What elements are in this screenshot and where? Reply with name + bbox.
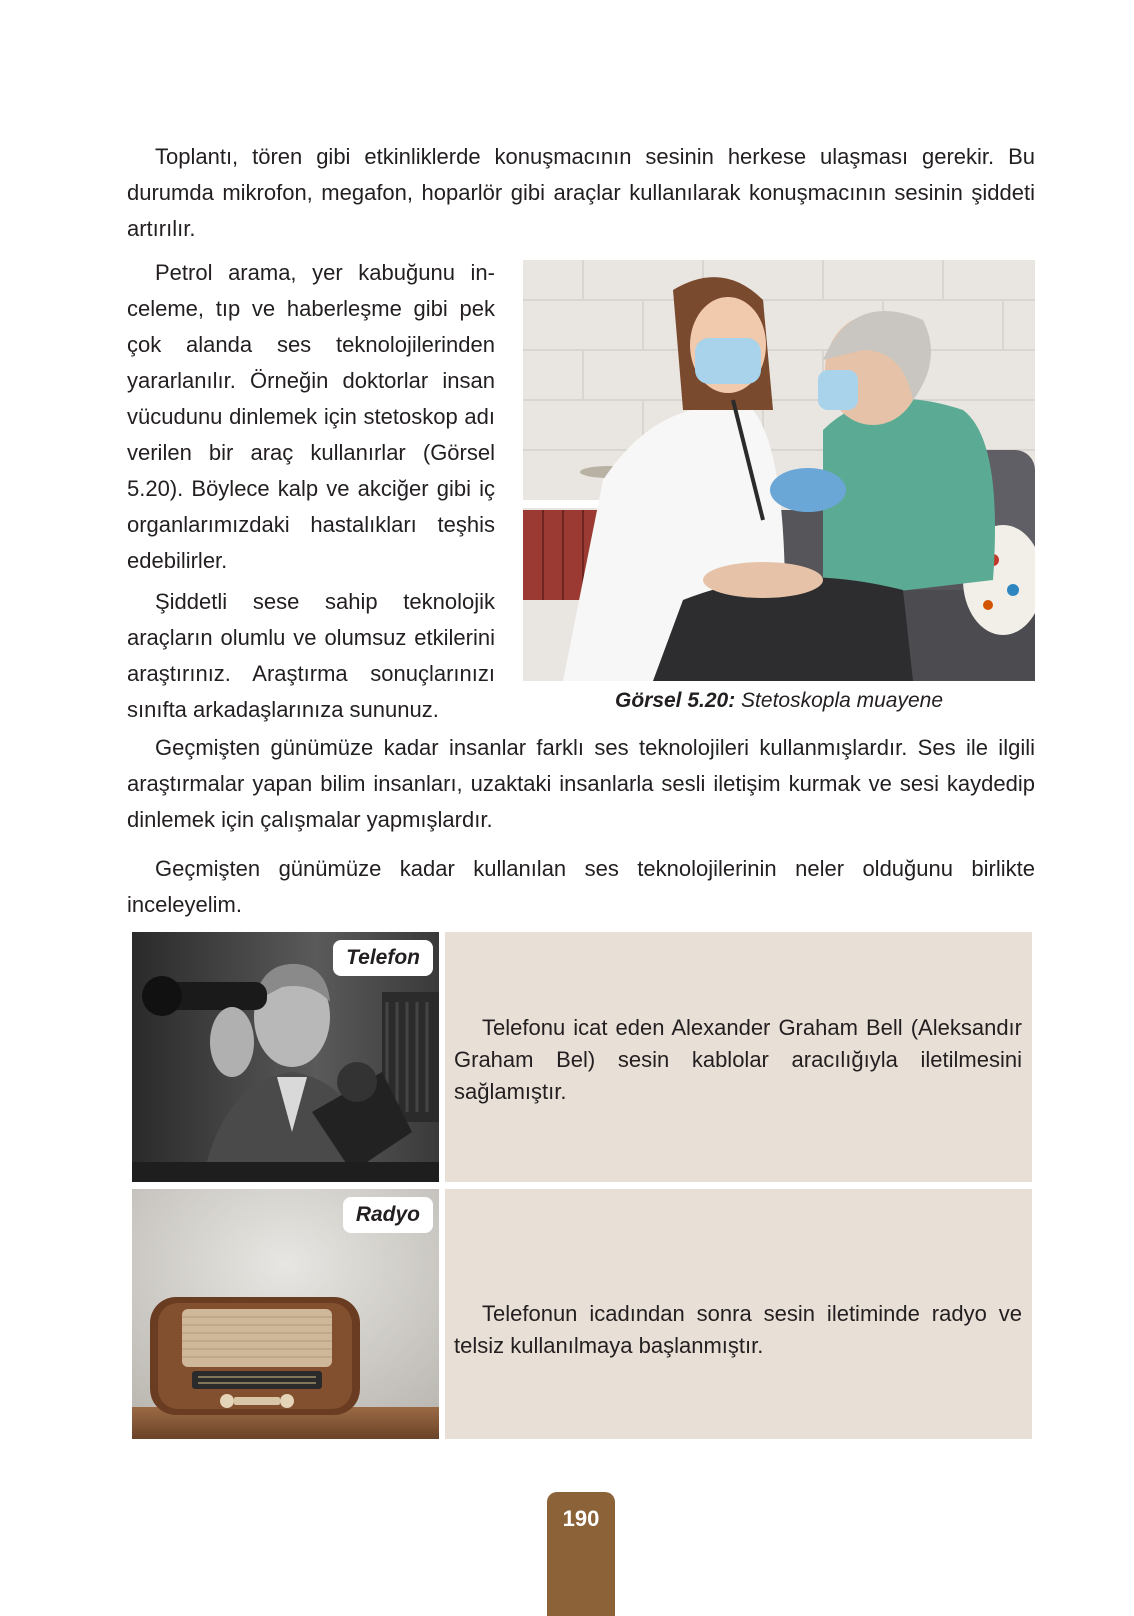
radyo-description: Telefonun icadından sonra sesin iletiminde radyo ve telsiz kullanılmaya başlanmıştır.: [454, 1301, 1022, 1358]
history-paragraph: Geçmişten günümüze kadar insanlar farklı ses teknolojileri kullanmışlardır. Ses ile ilgili araştırmalar yapan bilim insanları, uzaktaki insanlarla sesli iletişim kurmak ve sesi kaydedip dinlemek için çalışmalar yapmışlardır.: [127, 735, 1035, 832]
sound-technology-paragraph: Petrol arama, yer kabuğunu inceleme, tıp ve haberleşme gibi pek çok alanda ses teknolojilerinden yararlanılır. Örneğin doktorlar insan vücudunu dinlemek için stetoskop adı verilen bir araç kullanırlar (Görsel 5.20). Böylece kalp ve akciğer gibi iç organlarımızdaki hastalıkları teşhis edebilirler.: [127, 260, 495, 573]
telefon-photo: [132, 932, 439, 1182]
figure-caption-text: Stetoskopla muayene: [735, 689, 944, 712]
radyo-photo: [132, 1189, 439, 1439]
telefon-label: Telefon: [333, 940, 433, 976]
page-number-tab: [547, 1492, 615, 1616]
radyo-label: Radyo: [343, 1197, 433, 1233]
page-number: 190: [562, 1506, 600, 1531]
intro-paragraph: Toplantı, tören gibi etkinliklerde konuşmacının sesinin herkese ulaşması gerekir. Bu durumda mikrofon, megafon, hoparlör gibi araçlar kullanılarak konuşmacının sesinin şiddeti artırılır.: [127, 144, 1035, 241]
figure-caption-label: Görsel 5.20:: [614, 689, 736, 712]
figure-caption: [523, 688, 1035, 714]
technology-row-telefon: [132, 932, 1032, 1182]
telefon-description-panel: [445, 932, 1032, 1182]
lets-examine-paragraph: Geçmişten günümüze kadar kullanılan ses teknolojilerinin neler olduğunu birlikte inceleyelim.: [127, 856, 1035, 917]
technology-row-radyo: [132, 1189, 1032, 1439]
stethoscope-exam-photo: [523, 260, 1035, 681]
research-task-paragraph: Şiddetli sese sahip teknolojik araçların olumlu ve olumsuz etkilerini araştırınız. Araştırma sonuçlarınızı sınıfta arkadaşlarınıza sununuz.: [127, 589, 495, 722]
telefon-description: Telefonu icat eden Alexander Graham Bell (Aleksandır Graham Bel) sesin kablolar aracılığıyla iletilmesini sağlamıştır.: [454, 1015, 1022, 1104]
radyo-description-panel: [445, 1189, 1032, 1439]
